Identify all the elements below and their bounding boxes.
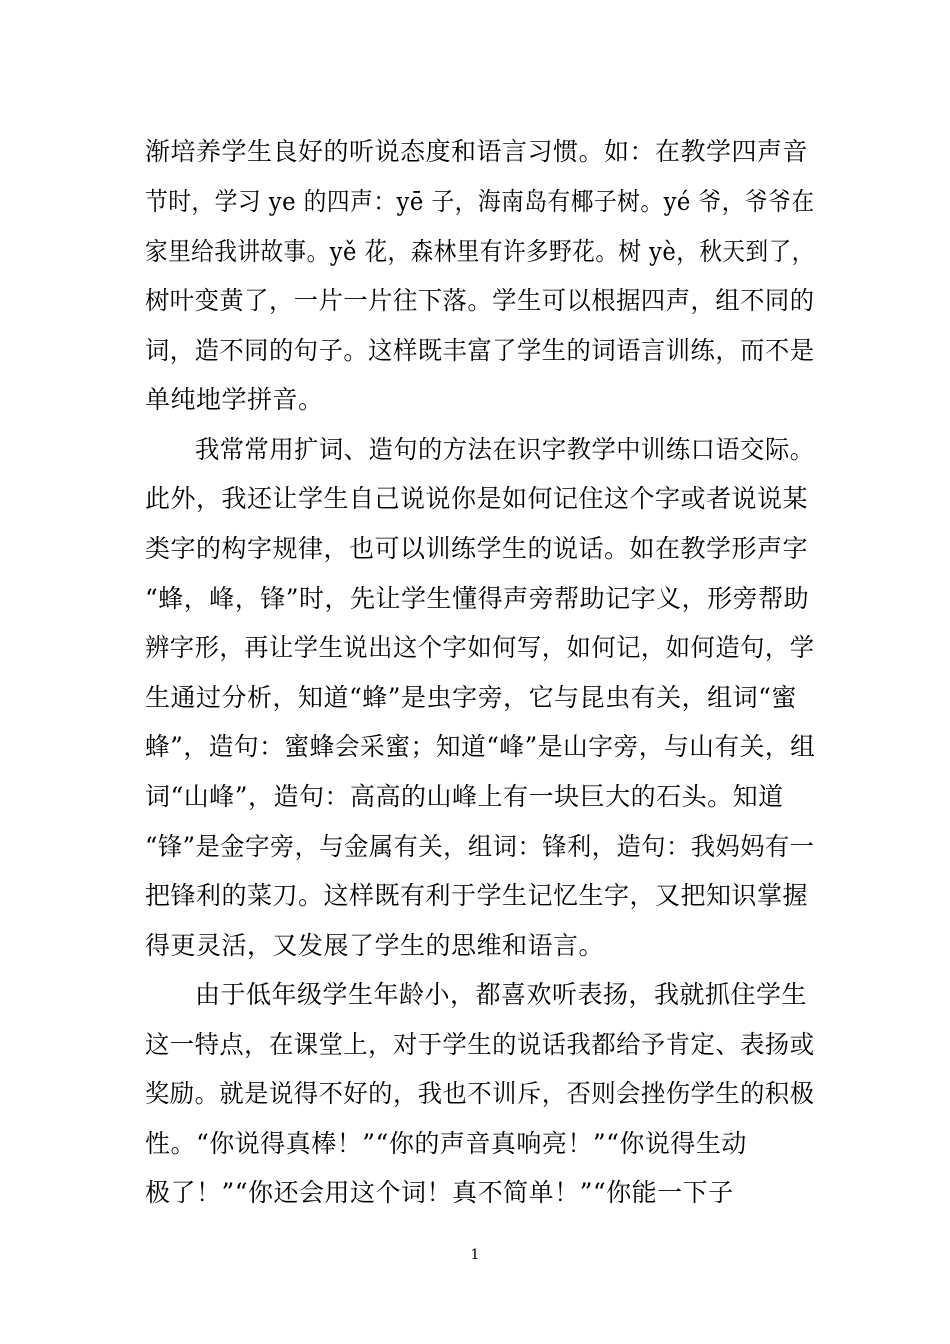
text-line: 单纯地学拼音。 <box>145 385 324 414</box>
paragraph-first-line: 由于低年级学生年龄小，都喜欢听表扬，我就抓住学生 <box>195 980 808 1009</box>
text-line: 类字的构字规律，也可以训练学生的说话。如在教学形声字 <box>145 534 809 563</box>
text-line: 家里给我讲故事。yě 花，森林里有许多野花。树 yè，秋天到了， <box>145 237 815 266</box>
text-line: 节时，学习 ye 的四声：yē 子，海南岛有椰子树。yé 爷，爷爷在 <box>145 187 815 216</box>
text-line: 生通过分析，知道“蜂”是虫字旁，它与昆虫有关，组词“蜜 <box>145 683 797 712</box>
page-number: 1 <box>470 1247 480 1263</box>
text-line: 词“山峰”，造句：高高的山峰上有一块巨大的石头。知道 <box>145 782 784 811</box>
text-line: 此外，我还让学生自己说说你是如何记住这个字或者说说某 <box>145 484 809 513</box>
text-line: 这一特点，在课堂上，对于学生的说话我都给予肯定、表扬或 <box>145 1030 815 1059</box>
text-line: 词，造不同的句子。这样既丰富了学生的词语言训练，而不是 <box>145 336 815 365</box>
text-line: 得更灵活，又发展了学生的思维和语言。 <box>145 931 605 960</box>
text-line: 把锋利的菜刀。这样既有利于学生记忆生字，又把知识掌握 <box>145 881 809 910</box>
text-line: 树叶变黄了，一片一片往下落。学生可以根据四声，组不同的 <box>145 286 815 315</box>
text-line: 辨字形，再让学生说出这个字如何写，如何记，如何造句，学 <box>145 633 815 662</box>
text-line: 蜂”，造句：蜜蜂会采蜜；知道“峰”是山字旁，与山有关，组 <box>145 732 816 761</box>
text-line: 极了！”“你还会用这个词！真不简单！”“你能一下子 <box>145 1178 734 1207</box>
text-line: 渐培养学生良好的听说态度和语言习惯。如：在教学四声音 <box>145 137 809 166</box>
text-line: 性。“你说得真棒！”“你的声音真响亮！”“你说得生动 <box>145 1129 747 1158</box>
text-line: 奖励。就是说得不好的，我也不训斥，否则会挫伤学生的积极 <box>145 1079 815 1108</box>
paragraph-first-line: 我常常用扩词、造句的方法在识字教学中训练口语交际。 <box>195 435 815 464</box>
text-line: “蜂，峰，锋”时，先让学生懂得声旁帮助记字义，形旁帮助 <box>145 584 810 613</box>
text-line: “锋”是金字旁，与金属有关，组词：锋利，造句：我妈妈有一 <box>145 832 815 861</box>
